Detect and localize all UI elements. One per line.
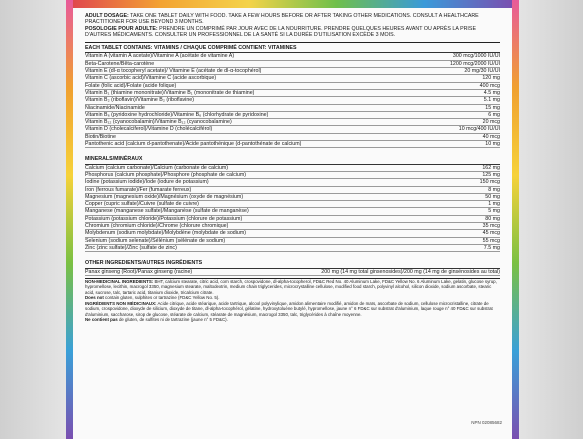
- ingredient-amount: 20 mg/30 IU/UI: [464, 68, 500, 75]
- ingredient-name: Vitamin B₆ (pyridoxine hydrochloride)/Vitamine B₆ (chlorhydrate de pyridoxine): [85, 111, 269, 118]
- ingredient-amount: 125 mg: [482, 171, 500, 178]
- ingredient-name: Molybdenum (sodium molybdate)/Molybdène (molybdate de sodium): [85, 230, 247, 237]
- ingredient-row: [85, 179, 500, 186]
- divider: [85, 42, 500, 43]
- ingredient-row: [85, 208, 500, 215]
- ingredient-row: [85, 105, 500, 112]
- ingredient-name: Panax ginseng (Root)/Panax ginseng (racine): [85, 268, 193, 275]
- nonmed-en-not-text: contain gluten, sulphites or tartrazine (FD&C Yellow No. 5).: [105, 295, 220, 301]
- ingredient-name: Pantothenic acid (calcium d-pantothenate)/Acide pantothénique (d-pantothénate de calcium): [85, 141, 302, 148]
- ingredient-name: Iron (ferrous fumarate)/Fer (fumarate ferreux): [85, 186, 192, 193]
- ingredient-row: [85, 126, 500, 133]
- nonmed-en-heading: NON-MEDICINAL INGREDIENTS:: [85, 278, 154, 284]
- ingredient-row: [85, 269, 500, 276]
- ingredient-amount: 7.5 mg: [483, 244, 500, 251]
- nonmed-en-not: Does not: [85, 295, 104, 301]
- ingredient-name: Magnesium (magnesium oxide)/Magnésium (oxyde de magnésium): [85, 193, 244, 200]
- vitamins-table: [85, 53, 500, 148]
- ingredient-amount: 45 mcg: [482, 230, 500, 237]
- ingredient-name: Niacinamide/Niacinamide: [85, 104, 145, 111]
- ingredient-name: Vitamin B₂ (riboflavin)/Vitamine B₂ (riboflavine): [85, 97, 195, 104]
- dosage-french: [85, 26, 500, 39]
- ingredient-amount: 80 mg: [485, 215, 500, 222]
- ingredient-amount: 400 mcg: [479, 82, 500, 89]
- nonmed-fr-not-text: de gluten, de sulfites ni de tartrazine (jaune n° 5 FD&C).: [118, 317, 228, 323]
- dosage-fr-text: PRENDRE UN COMPRIMÉ PAR JOUR AVEC DE LA NOURRITURE. PRENDRE QUELQUES HEURES AVANT OU APRÈS LA PRISE D'AUTRES MÉDICAMENTS. CONSULTER UN PROFESSIONNEL DE LA SANTÉ SI LA DURÉE D'UTILISATION EXCÈDE 3 MOIS.: [85, 25, 476, 38]
- vitamins-title: EACH TABLET CONTAINS: VITAMINS / CHAQUE COMPRIMÉ CONTIENT: VITAMINES: [85, 45, 500, 53]
- ingredient-row: [85, 238, 500, 245]
- nonmed-english: [85, 279, 500, 296]
- ingredient-name: Folate (folic acid)/Folate (acide folique): [85, 82, 177, 89]
- dosage-en-text: TAKE ONE TABLET DAILY WITH FOOD. TAKE A FEW HOURS BEFORE OR AFTER TAKING OTHER MEDICATIONS. CONSULT A HEALTHCARE PRACTITIONER FOR USE BEYOND 3 MONTHS.: [85, 13, 479, 26]
- ingredient-row: [85, 187, 500, 194]
- ingredient-name: Copper (cupric sulfate)/Cuivre (sulfate de cuivre): [85, 201, 199, 208]
- ingredient-row: [85, 90, 500, 97]
- ingredient-name: Vitamin D (cholecalciferol)/Vitamine D (cholécalciférol): [85, 126, 213, 133]
- ingredient-amount: 35 mcg: [482, 223, 500, 230]
- ingredient-row: [85, 165, 500, 172]
- dosage-en-heading: ADULT DOSAGE:: [85, 13, 129, 19]
- ingredient-row: [85, 245, 500, 252]
- rainbow-top-band: [73, 0, 512, 8]
- right-background: [511, 0, 583, 439]
- nonmed-fr-text: Acide citrique, acide stéarique, acide tartrique, alcool polyvinylique, amidon alimentaire modifié, amidon de maïs, ascorbate de sodium, cellulose microcristalline, citrate de sodium, crospovidone, dioxyde de silicium, dioxyde de titane, dl-alpha-tocophérol, gélatine, hydroxytoluène butylé, hypromellose, jaune n° 6 FD&C sur substrat d'aluminium, laque rouge n° 40 FD&C sur substrat d'aluminium, saccharose, sirop de glucose, stéarate de calcium, stéarate de magnésium, macrogol 3350, talc, triglycérides à chaîne moyenne.: [85, 300, 493, 317]
- other-ingredients-table: [85, 269, 500, 276]
- ingredient-name: Manganese (manganese sulfate)/Manganèse (sulfate de manganèse): [85, 208, 249, 215]
- minerals-table: [85, 165, 500, 253]
- ingredient-row: [85, 201, 500, 208]
- ingredient-amount: 300 mcg/1000 IU/UI: [452, 53, 500, 60]
- ingredient-row: [85, 230, 500, 237]
- dosage-fr-heading: POSOLOGIE POUR ADULTE:: [85, 25, 158, 32]
- ingredient-name: Potassium (potassium chloride)/Potassium (chlorure de potassium): [85, 215, 243, 222]
- ingredient-name: Beta-Carotene/Bêta-carotène: [85, 60, 155, 67]
- ingredient-name: Vitamin E (dl-α tocopheryl acetate)/ Vitamine E (acétate de dl-α-tocophérol): [85, 68, 262, 75]
- ingredient-amount: 8 mg: [488, 186, 500, 193]
- ingredient-row: [85, 83, 500, 90]
- ingredient-amount: 40 mcg: [482, 133, 500, 140]
- ingredient-amount: 162 mg: [482, 164, 500, 171]
- ingredient-amount: 10 mcg/400 IU/UI: [458, 126, 500, 133]
- ingredient-name: Selenium (sodium selenate)/Sélénium (sélénate de sodium): [85, 237, 226, 244]
- nonmed-fr-not: Ne contient pas: [85, 317, 118, 323]
- dosage-english: [85, 13, 500, 26]
- nonmed-en-text: BHT, calcium stearate, citric acid, corn starch, crospovidone, dl-alpha-tocopherol, FD&C Red No. 40 Aluminum Lake, FD&C Yellow No. 6 Aluminum Lake, gelatin, glucose syrup, hypromellose, lecithin, macrogol 3350, magnesium stearate, maltodextrin, medium chain triglycerides, microcrystalline cellulose, modified food starch, polyvinyl alcohol, silicon dioxide, sodium ascorbate, stearic acid, sucrose, talc, tartaric acid, titanium dioxide, tricalcium citrate.: [85, 278, 497, 295]
- left-rainbow-edge: [66, 0, 73, 439]
- ingredient-row: [85, 97, 500, 104]
- ingredient-amount: 15 mg: [485, 104, 500, 111]
- ingredient-amount: 150 mcg: [479, 179, 500, 186]
- ingredient-row: [85, 112, 500, 119]
- ingredient-name: Vitamin C (ascorbic acid)/Vitamine C (acide ascorbique): [85, 75, 217, 82]
- ingredient-amount: 5 mg: [488, 208, 500, 215]
- ingredient-amount: 4.5 mg: [483, 89, 500, 96]
- ingredient-row: [85, 172, 500, 179]
- ingredient-name: Vitamin B₁₂ (cyanocobalamin)/Vitamine B₁₂ (cyanocobalamine): [85, 119, 232, 126]
- ingredient-name: Calcium (calcium carbonate)/Calcium (carbonate de calcium): [85, 164, 229, 171]
- ingredient-name: Vitamin B₁ (thiamine mononitrate)/Vitamine B₁ (mononitrate de thiamine): [85, 89, 255, 96]
- ingredient-row: [85, 61, 500, 68]
- ingredient-amount: 6 mg: [488, 111, 500, 118]
- ingredient-name: Iodine (potassium iodide)/Iode (iodure de potassium): [85, 179, 209, 186]
- ingredient-amount: 120 mg: [482, 75, 500, 82]
- ingredient-row: [85, 216, 500, 223]
- ingredient-name: Phosphorus (calcium phosphate)/Phosphore (phosphate de calcium): [85, 171, 247, 178]
- ingredient-name: Zinc (zinc sulfate)/Zinc (sulfate de zinc): [85, 244, 177, 251]
- npn-number: NPN 02085682: [471, 420, 502, 425]
- ingredient-row: [85, 194, 500, 201]
- ingredient-amount: 20 mcg: [482, 119, 500, 126]
- ingredient-row: [85, 75, 500, 82]
- supplement-label: [73, 0, 512, 439]
- other-ingredients-title: OTHER INGREDIENTS/AUTRES INGRÉDIENTS: [85, 260, 500, 268]
- nonmed-fr-notice: [85, 317, 500, 323]
- label-content: [73, 8, 512, 323]
- nonmed-french: [85, 301, 500, 318]
- minerals-title: MINERALS/MINÉRAUX: [85, 156, 500, 164]
- right-rainbow-edge: [512, 0, 519, 439]
- ingredient-row: [85, 134, 500, 141]
- ingredient-amount: 5.1 mg: [483, 97, 500, 104]
- ingredient-amount: 1200 mcg/2000 IU/UI: [449, 60, 500, 67]
- ingredient-row: [85, 68, 500, 75]
- ingredient-amount: 55 mcg: [482, 237, 500, 244]
- non-medicinal-section: [85, 279, 500, 323]
- ingredient-row: [85, 53, 500, 60]
- ingredient-row: [85, 223, 500, 230]
- dosage-section: [85, 13, 500, 38]
- ingredient-amount: 1 mg: [488, 201, 500, 208]
- left-background: [0, 0, 72, 439]
- ingredient-name: Biotin/Biotine: [85, 133, 116, 140]
- ingredient-name: Vitamin A (vitamin A acetate)/Vitamine A (acétate de vitamine A): [85, 53, 235, 60]
- ingredient-row: [85, 119, 500, 126]
- ingredient-row: [85, 141, 500, 148]
- ingredient-amount: 50 mg: [485, 193, 500, 200]
- nonmed-fr-heading: INGRÉDIENTS NON MÉDICINAUX:: [85, 300, 157, 306]
- ingredient-amount: 10 mg: [485, 141, 500, 148]
- ingredient-amount: 200 mg (14 mg total ginsenosides)/200 mg (14 mg de ginsénosides au total): [321, 268, 500, 275]
- ingredient-name: Chromium (chromium chloride)/Chrome (chlorure chromique): [85, 223, 229, 230]
